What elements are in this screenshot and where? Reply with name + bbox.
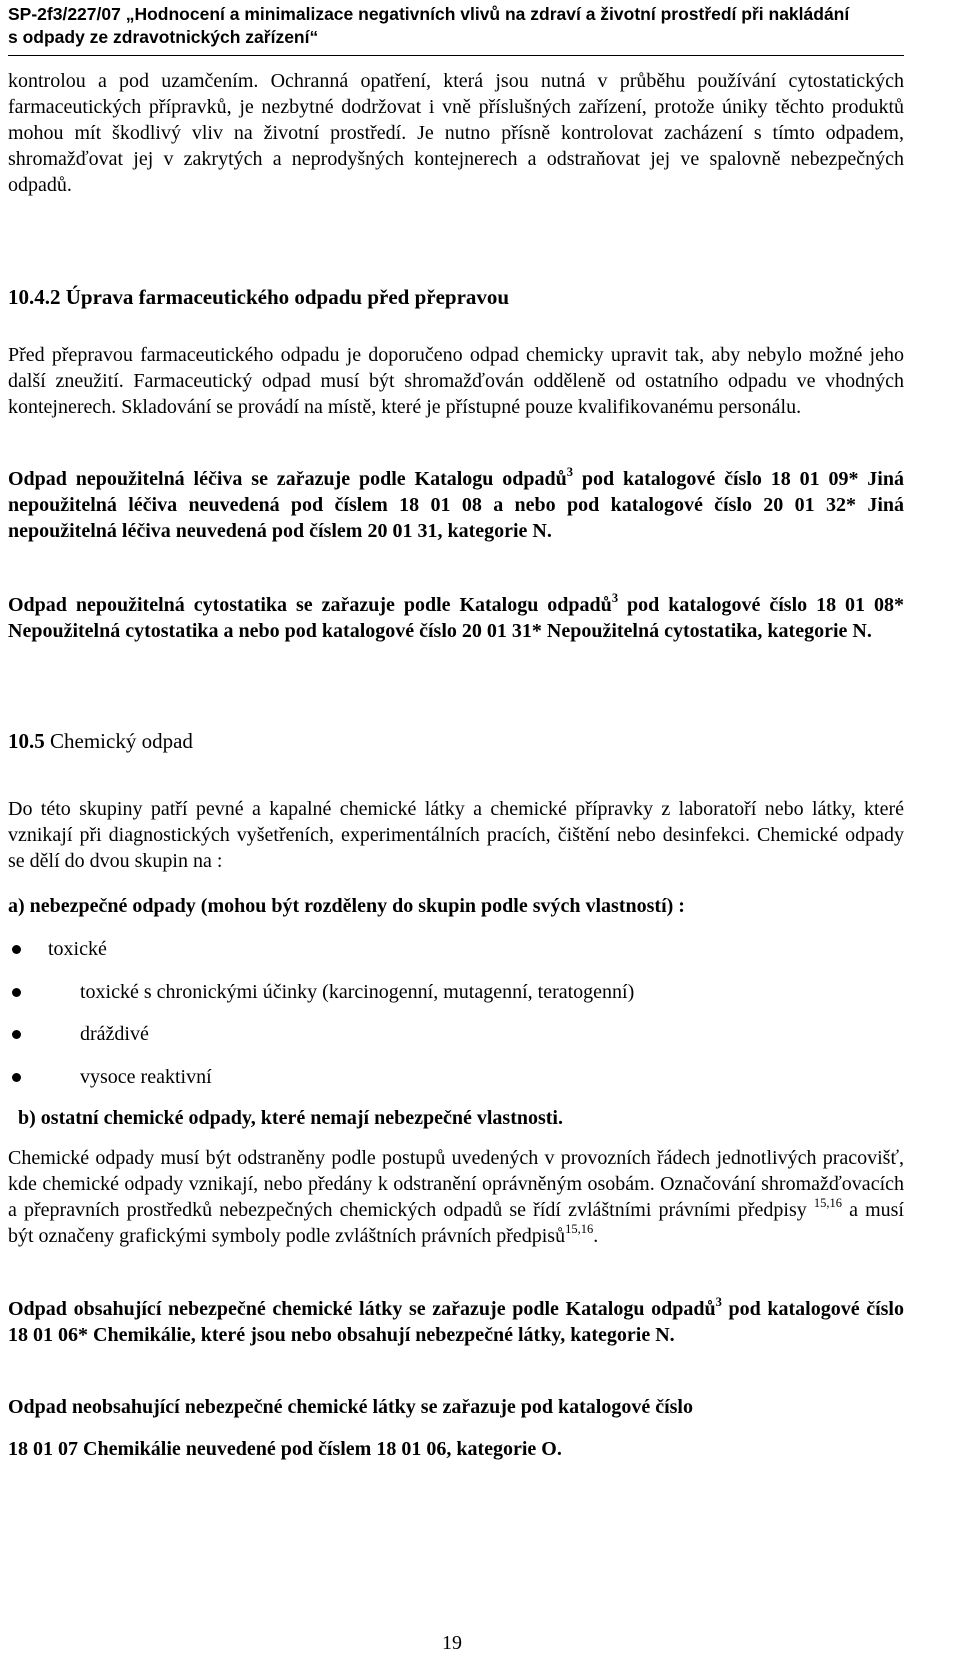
chemical-waste-handling-paragraph — [8, 1145, 904, 1249]
pharma-transport-paragraph: Před přepravou farmaceutického odpadu je doporučeno odpad chemicky upravit tak, aby nebylo možné jeho další zneužití. Farmaceutický odpad musí být shromažďován odděleně od ostatního odpadu ve vhodných kontejnerech. Skladování se provádí na místě, které je přístupné pouze kvalifikovanému personálu. — [8, 344, 904, 418]
footnote-ref: 15,16 — [565, 1222, 594, 1236]
unusable-drugs-text-b: pod katalogové číslo 18 01 09* Jiná nepoužitelná léčiva neuvedená pod číslem 18 01 08 a nebo pod katalogové číslo 20 01 32* Jiná nepoužitelná léčiva neuvedená pod číslem 20 01 31, kategorie N. — [8, 468, 904, 542]
group-a-label: a) nebezpečné odpady (mohou být rozděleny do skupin podle svých vlastností) : — [8, 895, 685, 917]
hazardous-text-b: pod katalogové číslo 18 01 06* Chemikálie, které jsou nebo obsahují nebezpečné látky, kategorie N. — [8, 1298, 904, 1346]
bullet-icon — [12, 988, 21, 997]
non-hazardous-chemicals-line-2: 18 01 07 Chemikálie neuvedené pod číslem 18 01 06, kategorie O. — [8, 1438, 562, 1460]
bullet-icon — [12, 1073, 21, 1082]
header-rule — [8, 55, 904, 56]
cytostatics-text-a: Odpad nepoužitelná cytostatika se zařazuje podle Katalogu odpadů — [8, 594, 612, 616]
hazardous-chemicals-paragraph — [8, 1296, 904, 1348]
section-heading-10-4-2: 10.4.2 Úprava farmaceutického odpadu před přepravou — [8, 285, 510, 309]
handling-text-a: Chemické odpady musí být odstraněny podle postupů uvedených v provozních řádech jednotlivých pracovišť, kde chemické odpady vznikají, nebo předány k odstranění oprávněným osobám. Označování shromažďovacích a přepravních prostředků nebezpečných chemických odpadů se řídí zvláštními právními předpisy — [8, 1147, 904, 1221]
footnote-ref: 3 — [611, 591, 619, 605]
list-item-text: dráždivé — [80, 1023, 149, 1045]
handling-text-b: a musí být označeny grafickými symboly podle zvláštních právních předpisů — [8, 1199, 904, 1247]
header-line-2: s odpady ze zdravotnických zařízení“ — [8, 27, 319, 47]
page-number: 19 — [442, 1632, 462, 1654]
cytostatics-paragraph — [8, 592, 904, 644]
section-title: Chemický odpad — [44, 729, 193, 753]
footnote-ref: 3 — [566, 465, 574, 479]
section-number: 10.5 — [8, 729, 45, 753]
unusable-drugs-paragraph — [8, 466, 904, 544]
group-b-label: b) ostatní chemické odpady, které nemají nebezpečné vlastnosti. — [18, 1107, 563, 1129]
intro-paragraph: kontrolou a pod uzamčením. Ochranná opatření, která jsou nutná v průběhu používání cytostatických farmaceutických přípravků, je nezbytné dodržovat i vně příslušných zařízení, protože úniky těchto produktů mohou mít škodlivý vliv na životní prostředí. Je nutno přísně kontrolovat zacházení s tímto odpadem, shromažďovat jej v zakrytých a neprodyšných kontejnerech a odstraňovat jej ve spalovně nebezpečných odpadů. — [8, 70, 904, 196]
cytostatics-text-b: pod katalogové číslo 18 01 08* Nepoužitelná cytostatika a nebo pod katalogové číslo 20 01 31* Nepoužitelná cytostatika, kategorie N. — [8, 594, 904, 642]
section-heading-10-5 — [8, 728, 904, 754]
list-item-text: toxické — [48, 938, 107, 960]
footnote-ref: 15,16 — [813, 1196, 842, 1210]
bullet-icon — [12, 945, 21, 954]
handling-text-c: . — [593, 1225, 599, 1247]
header-line-1: SP-2f3/227/07 „Hodnocení a minimalizace negativních vlivů na zdraví a životní prostředí při nakládání — [8, 4, 850, 24]
unusable-drugs-text-a: Odpad nepoužitelná léčiva se zařazuje podle Katalogu odpadů — [8, 468, 567, 490]
footnote-ref: 3 — [715, 1295, 722, 1309]
chemical-waste-intro: Do této skupiny patří pevné a kapalné chemické látky a chemické přípravky z laboratoří nebo látky, které vznikají při diagnostických vyšetřeních, experimentálních pracích, čištění nebo desinfekci. Chemické odpady se dělí do dvou skupin na : — [8, 798, 904, 872]
bullet-icon — [12, 1030, 21, 1039]
list-item-text: vysoce reaktivní — [80, 1066, 212, 1088]
running-header — [8, 3, 904, 49]
non-hazardous-chemicals-line-1: Odpad neobsahující nebezpečné chemické látky se zařazuje pod katalogové číslo — [8, 1396, 693, 1418]
hazardous-text-a: Odpad obsahující nebezpečné chemické látky se zařazuje podle Katalogu odpadů — [8, 1298, 716, 1320]
list-item-text: toxické s chronickými účinky (karcinogenní, mutagenní, teratogenní) — [80, 981, 635, 1003]
